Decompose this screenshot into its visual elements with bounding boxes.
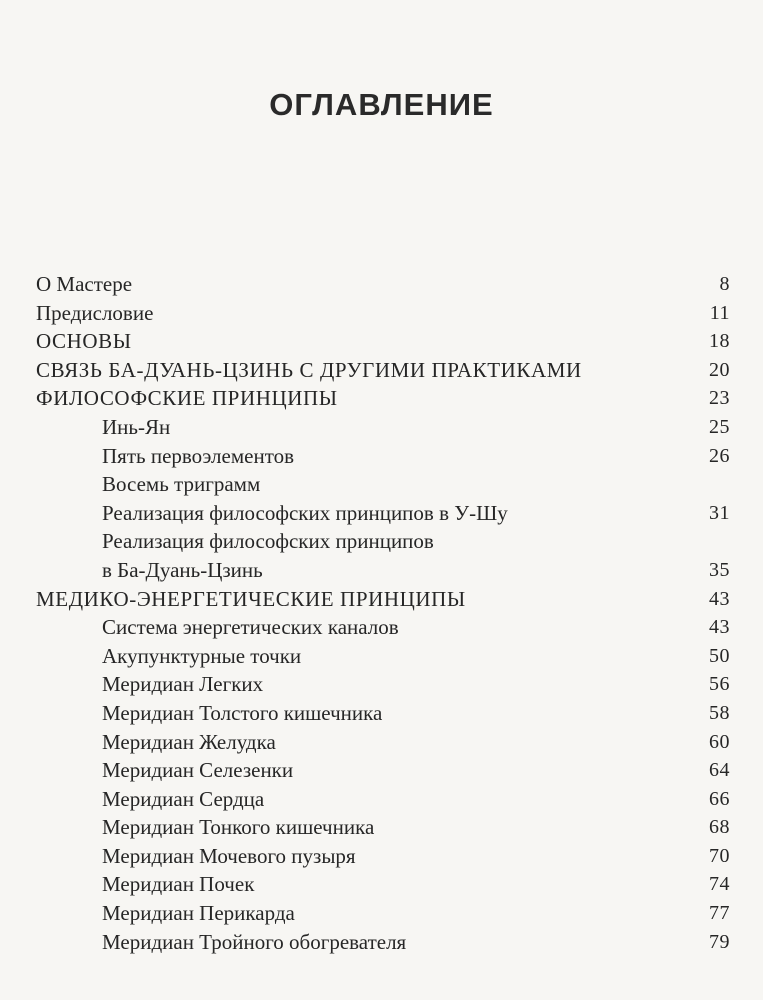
toc-entry-page-number: 11: [709, 301, 730, 324]
toc-entry[interactable]: [36, 756, 730, 785]
toc-entry-page-number: 26: [709, 444, 730, 467]
toc-entry-page-number: 60: [709, 730, 730, 753]
toc-entry-title: Меридиан Сердца: [102, 786, 265, 811]
toc-entry-title: МЕДИКО-ЭНЕРГЕТИЧЕСКИЕ ПРИНЦИПЫ: [36, 586, 466, 611]
toc-entry[interactable]: [36, 327, 730, 356]
toc-entry-title: Восемь триграмм: [102, 472, 261, 497]
toc-entry[interactable]: [36, 813, 730, 842]
toc-entry-title: СВЯЗЬ БА-ДУАНЬ-ЦЗИНЬ С ДРУГИМИ ПРАКТИКАМИ: [36, 357, 582, 382]
toc-entry-page-number: 23: [709, 387, 730, 410]
toc-entry[interactable]: [36, 642, 730, 671]
toc-entry-page-number: 56: [709, 673, 730, 696]
toc-entry-page-number: 70: [709, 844, 730, 867]
toc-entry-page-number: 31: [709, 501, 730, 524]
toc-entry-page-number: 50: [709, 644, 730, 667]
toc-entry-title: ОСНОВЫ: [36, 329, 132, 354]
toc-entry-page-number: 68: [709, 816, 730, 839]
toc-entry-title: Меридиан Почек: [102, 872, 255, 897]
table-of-contents: [36, 270, 730, 956]
toc-entry-page-number: 77: [709, 902, 730, 925]
toc-entry-page-number: 64: [709, 759, 730, 782]
toc-entry-title: Пять первоэлементов: [102, 443, 295, 468]
toc-entry-page-number: 43: [709, 616, 730, 639]
toc-entry-title: Меридиан Перикарда: [102, 901, 295, 926]
toc-entry-title: Меридиан Мочевого пузыря: [102, 843, 356, 868]
toc-entry[interactable]: [36, 270, 730, 299]
toc-entry[interactable]: [36, 842, 730, 871]
toc-entry[interactable]: [36, 670, 730, 699]
toc-entry-page-number: 74: [709, 873, 730, 896]
toc-entry-title: Меридиан Тройного обогревателя: [102, 929, 407, 954]
toc-entry-title: Меридиан Селезенки: [102, 758, 294, 783]
toc-entry-title: Предисловие: [36, 300, 154, 325]
toc-entry-title: Меридиан Легких: [102, 672, 264, 697]
toc-entry[interactable]: [36, 470, 730, 499]
toc-entry-page-number: 66: [709, 787, 730, 810]
toc-entry[interactable]: [36, 728, 730, 757]
toc-entry-title: Реализация философских принципов: [102, 529, 434, 554]
toc-entry[interactable]: [36, 585, 730, 614]
toc-entry[interactable]: [36, 499, 730, 528]
toc-entry-title: Инь-Ян: [102, 414, 171, 439]
page-title: ОГЛАВЛЕНИЕ: [269, 86, 494, 122]
toc-entry-page-number: 35: [709, 558, 730, 581]
toc-entry-title: Меридиан Толстого кишечника: [102, 700, 383, 725]
toc-entry-title: Система энергетических каналов: [102, 615, 399, 640]
toc-entry[interactable]: [36, 384, 730, 413]
toc-entry-title: ФИЛОСОФСКИЕ ПРИНЦИПЫ: [36, 386, 338, 411]
toc-entry-page-number: 20: [709, 358, 730, 381]
toc-entry[interactable]: [36, 356, 730, 385]
toc-entry-page-number: 25: [709, 415, 730, 438]
toc-entry[interactable]: [36, 527, 730, 556]
toc-entry-page-number: 18: [709, 330, 730, 353]
toc-entry-page-number: 58: [709, 701, 730, 724]
toc-entry[interactable]: [36, 299, 730, 328]
toc-entry[interactable]: [36, 870, 730, 899]
toc-entry-page-number: 43: [709, 587, 730, 610]
toc-entry-title: Меридиан Желудка: [102, 729, 276, 754]
toc-entry[interactable]: [36, 613, 730, 642]
toc-entry-page-number: 8: [719, 273, 730, 295]
toc-entry[interactable]: [36, 928, 730, 957]
toc-entry-title: в Ба-Дуань-Цзинь: [102, 557, 263, 582]
toc-entry-title: Реализация философских принципов в У-Шу: [102, 500, 508, 525]
toc-entry[interactable]: [36, 413, 730, 442]
toc-entry-title: О Мастере: [36, 272, 133, 296]
toc-entry[interactable]: [36, 899, 730, 928]
toc-entry[interactable]: [36, 556, 730, 585]
toc-entry[interactable]: [36, 785, 730, 814]
toc-entry-title: Акупунктурные точки: [102, 643, 302, 668]
toc-entry-title: Меридиан Тонкого кишечника: [102, 815, 375, 840]
toc-entry-page-number: 79: [709, 930, 730, 953]
toc-entry[interactable]: [36, 699, 730, 728]
toc-entry[interactable]: [36, 442, 730, 471]
